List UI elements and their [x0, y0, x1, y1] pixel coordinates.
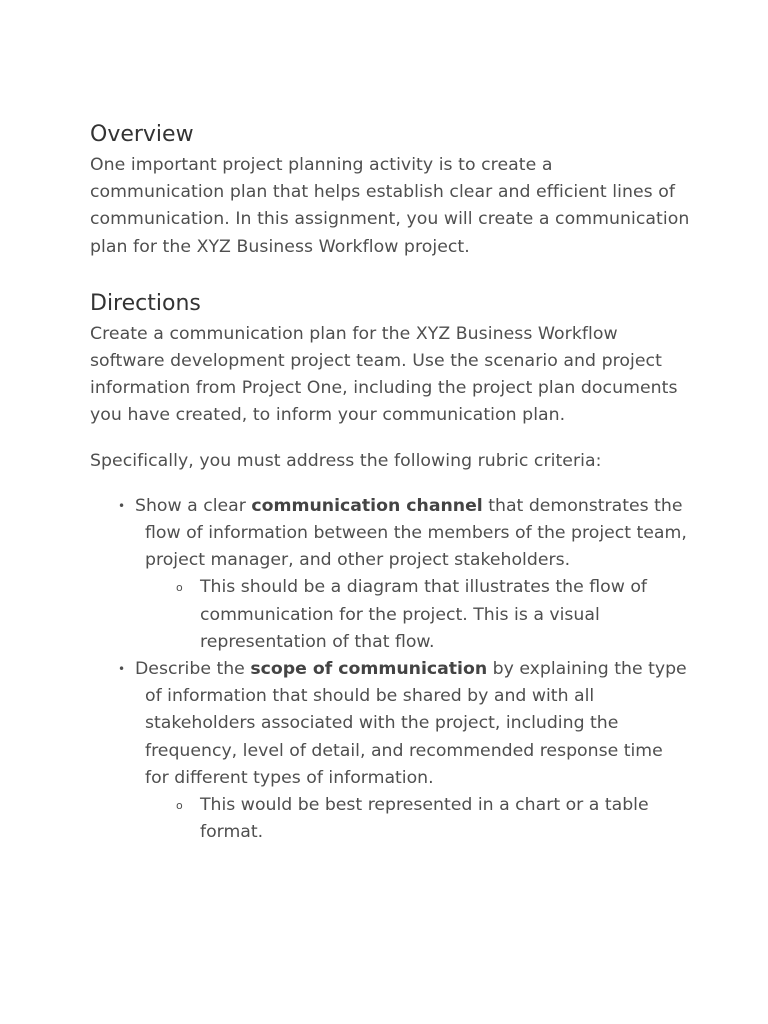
criteria-text-post: that demonstrates the flow of information between the members of the project team, project manager, and other project stakeholders.: [145, 495, 687, 571]
sub-list: [90, 574, 690, 656]
sub-item: [90, 574, 690, 656]
sub-item: [90, 792, 690, 846]
bullet-icon: •: [118, 662, 126, 677]
criteria-text-pre: Describe the: [135, 659, 251, 680]
criteria-item: [90, 656, 690, 846]
sub-item-text: This should be a diagram that illustrates the flow of communication for the project. This is a visual representation of that flow.: [200, 577, 648, 652]
spacer: [90, 430, 690, 448]
criteria-text-bold: communication channel: [251, 495, 483, 516]
sub-bullet-icon: o: [176, 581, 183, 595]
overview-heading: Overview: [90, 122, 194, 147]
sub-bullet-icon: o: [176, 799, 183, 813]
spacer: [90, 475, 690, 493]
bullet-icon: •: [118, 498, 126, 513]
directions-text: Create a communication plan for the XYZ Business Workflow software development project team. Use the scenario and project information from Project One, including the project plan documents you have created, to inform your communication plan.: [90, 323, 678, 426]
document-page: [90, 118, 690, 846]
criteria-text-bold: scope of communication: [250, 659, 488, 680]
sub-list: [90, 792, 690, 846]
criteria-text-pre: Show a clear: [135, 495, 252, 516]
overview-text: One important project planning activity is to create a communication plan that helps establish clear and efficient lines of communication. In this assignment, you will create a communication plan for the XYZ Business Workflow project.: [90, 155, 690, 257]
criteria-intro: Specifically, you must address the following rubric criteria:: [90, 450, 602, 471]
sub-item-text: This would be best represented in a chart or a table format.: [200, 795, 649, 843]
spacer: [90, 261, 690, 287]
criteria-list: [90, 493, 690, 847]
directions-heading: Directions: [90, 290, 201, 316]
criteria-item: [90, 493, 690, 656]
criteria-text-post: by explaining the type of information that should be shared by and with all stakeholders associated with the project, including the frequency, level of detail, and recommended response time for different types of information.: [145, 659, 687, 788]
